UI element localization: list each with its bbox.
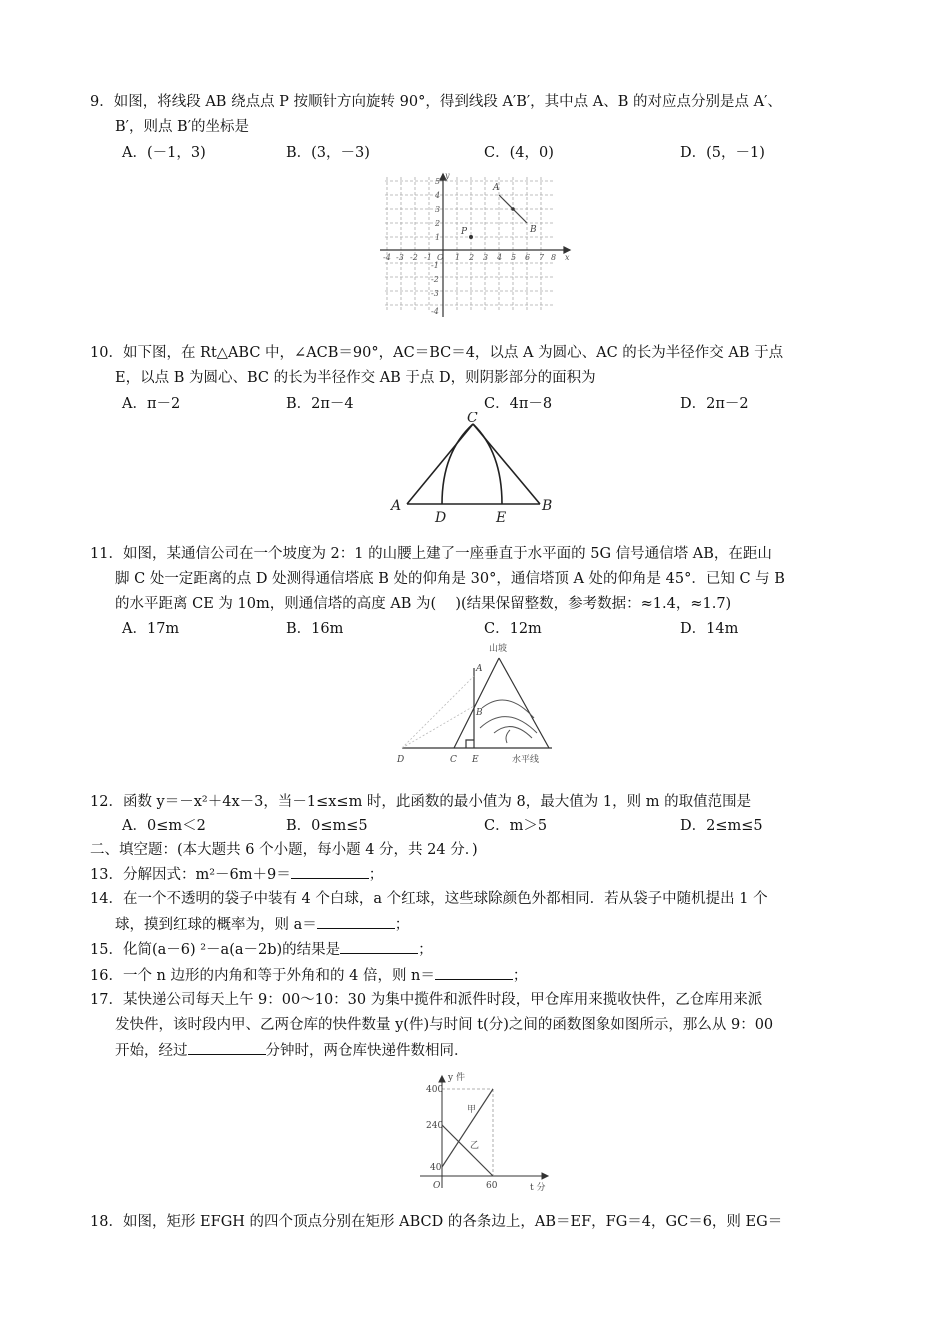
svg-text:3: 3 <box>435 205 441 214</box>
q11-option-d: D．14m <box>680 621 739 637</box>
q11-option-b: B．16m <box>286 621 344 637</box>
svg-text:60: 60 <box>486 1181 498 1191</box>
q17-stem-line3-pre: 开始，经过 <box>115 1043 188 1059</box>
svg-text:4: 4 <box>435 191 441 200</box>
svg-text:D: D <box>435 510 447 526</box>
q17-stem-line3-post: 分钟时，两仓库快递件数相同． <box>265 1043 469 1059</box>
svg-text:O: O <box>437 253 444 262</box>
svg-text:A: A <box>476 664 483 674</box>
q16-answer-blank[interactable] <box>435 965 513 980</box>
q17-stem-line1: 17．某快递公司每天上午 9：00～10：30 为集中揽件和派件时段，甲仓库用来揽收快件，乙仓库用来派 <box>90 992 763 1008</box>
q9-option-a: A．(－1，3) <box>122 145 206 161</box>
svg-text:山坡: 山坡 <box>489 644 508 654</box>
q15-line <box>90 939 433 960</box>
svg-text:t 分: t 分 <box>530 1183 546 1193</box>
q10-stem-line1: 10．如下图，在 Rt△ABC 中，∠ACB＝90°，AC＝BC＝4，以点 A 为圆心、AC 的长为半径作交 AB 于点 <box>90 345 784 361</box>
q17-line3 <box>115 1040 469 1061</box>
q9-stem-line1: 9．如图，将线段 AB 绕点点 P 按顺针方向旋转 90°，得到线段 A′B′，其中点 A、B 的对应点分别是点 A′、 <box>90 94 782 110</box>
q10-option-c: C．4π－8 <box>484 396 553 412</box>
q13-stem: 13．分解因式：m²－6m＋9＝ <box>90 867 291 883</box>
svg-text:O: O <box>433 1181 441 1191</box>
svg-text:-4: -4 <box>383 253 391 262</box>
svg-text:B: B <box>530 225 537 235</box>
svg-text:C: C <box>467 412 478 426</box>
q14-tail: ； <box>394 917 410 933</box>
svg-text:8: 8 <box>551 253 557 262</box>
svg-text:2: 2 <box>469 253 475 262</box>
q9-coordinate-grid-figure <box>375 172 575 320</box>
q15-answer-blank[interactable] <box>340 939 418 954</box>
q16-stem: 16．一个 n 边形的内角和等于外角和的 4 倍，则 n＝ <box>90 968 435 984</box>
q11-option-a: A．17m <box>122 621 180 637</box>
q9-option-c: C．(4，0) <box>484 145 554 161</box>
q10-triangle-figure <box>385 412 560 527</box>
svg-text:2: 2 <box>435 219 441 228</box>
q11-stem-line2: 脚 C 处一定距离的点 D 处测得通信塔底 B 处的仰角是 30°，通信塔顶 A 处的仰角是 45°．已知 C 与 B <box>115 571 785 587</box>
svg-text:7: 7 <box>539 253 545 262</box>
q12-option-a: A．0≤m＜2 <box>122 818 206 834</box>
q10-stem-line2: E，以点 B 为圆心、BC 的长为半径作交 AB 于点 D，则阴影部分的面积为 <box>115 370 596 386</box>
q11-mountain-tower-figure <box>392 638 560 768</box>
svg-text:-2: -2 <box>431 275 439 284</box>
svg-text:6: 6 <box>525 253 531 262</box>
svg-text:x: x <box>565 253 570 262</box>
q9-stem-line2: B′，则点 B′的坐标是 <box>115 119 250 135</box>
q16-tail: ； <box>512 968 528 984</box>
svg-text:-2: -2 <box>410 253 418 262</box>
svg-text:240: 240 <box>426 1121 444 1131</box>
svg-text:-3: -3 <box>431 289 439 298</box>
q11-stem-line1: 11．如图，某通信公司在一个坡度为 2：1 的山腰上建了一座垂直于水平面的 5G 信号通信塔 AB，在距山 <box>90 546 772 562</box>
q12-option-b: B．0≤m≤5 <box>286 818 368 834</box>
q13-line <box>90 864 383 885</box>
q10-option-b: B．2π－4 <box>286 396 354 412</box>
svg-text:40: 40 <box>430 1163 442 1173</box>
svg-text:y 件: y 件 <box>448 1073 465 1083</box>
svg-text:D: D <box>397 755 405 765</box>
q18-stem: 18．如图，矩形 EFGH 的四个顶点分别在矩形 ABCD 的各条边上，AB＝EF，FG＝4，GC＝6，则 EG＝ <box>90 1214 783 1230</box>
svg-text:1: 1 <box>435 233 441 242</box>
svg-text:-4: -4 <box>431 307 439 316</box>
svg-text:E: E <box>472 755 479 765</box>
svg-text:乙: 乙 <box>470 1141 480 1151</box>
q17-function-graph-figure <box>400 1070 560 1198</box>
q14-stem-line2: 球，摸到红球的概率为，则 a＝ <box>115 917 317 933</box>
svg-text:C: C <box>450 755 457 765</box>
q14-line2 <box>115 914 409 935</box>
svg-text:-3: -3 <box>396 253 404 262</box>
svg-text:甲: 甲 <box>467 1105 477 1115</box>
svg-text:3: 3 <box>483 253 489 262</box>
svg-text:P: P <box>461 227 468 237</box>
svg-text:5: 5 <box>435 177 441 186</box>
q9-option-d: D．(5，－1) <box>680 145 765 161</box>
q12-stem: 12．函数 y＝－x²＋4x－3，当－1≤x≤m 时，此函数的最小值为 8，最大值为 1，则 m 的取值范围是 <box>90 794 752 810</box>
q11-stem-line3: 的水平距离 CE 为 10m，则通信塔的高度 AB 为( )(结果保留整数，参考数据：≈1.4，≈1.7) <box>115 596 732 612</box>
q17-answer-blank[interactable] <box>188 1040 266 1055</box>
q11-option-c: C．12m <box>484 621 542 637</box>
svg-text:1: 1 <box>455 253 461 262</box>
svg-text:400: 400 <box>426 1085 444 1095</box>
svg-text:5: 5 <box>511 253 517 262</box>
svg-text:-1: -1 <box>424 253 432 262</box>
svg-text:B: B <box>542 498 553 514</box>
q15-tail: ； <box>418 942 433 958</box>
q10-option-a: A．π－2 <box>122 396 181 412</box>
svg-text:A: A <box>391 498 402 514</box>
q12-option-c: C．m＞5 <box>484 818 548 834</box>
q13-tail: ； <box>368 867 384 883</box>
q12-option-d: D．2≤m≤5 <box>680 818 763 834</box>
svg-text:水平线: 水平线 <box>512 755 540 765</box>
q10-option-d: D．2π－2 <box>680 396 749 412</box>
q14-stem-line1: 14．在一个不透明的袋子中装有 4 个白球，a 个红球，这些球除颜色外都相同．若从袋子中随机提出 1 个 <box>90 891 768 907</box>
svg-text:E: E <box>496 510 507 526</box>
q16-line <box>90 965 527 986</box>
q13-answer-blank[interactable] <box>291 864 369 879</box>
q15-stem: 15．化简(a－6) ²－a(a－2b)的结果是 <box>90 942 341 958</box>
svg-text:y: y <box>445 172 450 180</box>
q14-answer-blank[interactable] <box>317 914 395 929</box>
svg-text:4: 4 <box>497 253 503 262</box>
svg-text:A: A <box>493 183 500 193</box>
q17-stem-line2: 发快件，该时段内甲、乙两仓库的快件数量 y(件)与时间 t(分)之间的函数图象如图所示，那么从 9：00 <box>115 1017 774 1033</box>
q9-option-b: B．(3，－3) <box>286 145 370 161</box>
section-2-heading: 二、填空题：(本大题共 6 个小题，每小题 4 分，共 24 分．) <box>90 842 478 858</box>
svg-text:-1: -1 <box>431 261 439 270</box>
svg-text:B: B <box>476 708 483 718</box>
